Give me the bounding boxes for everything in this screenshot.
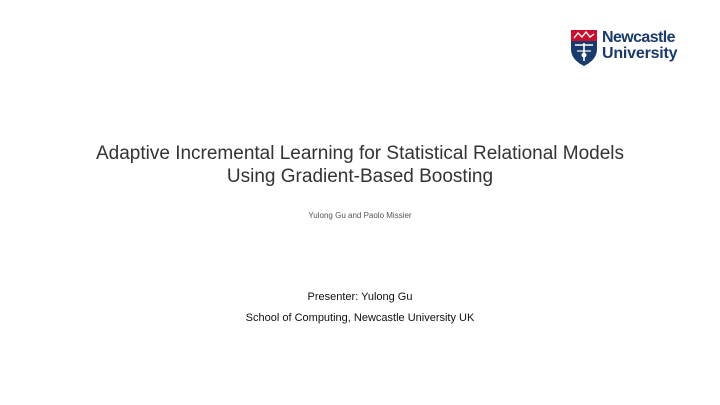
authors: Yulong Gu and Paolo Missier — [308, 211, 412, 220]
logo-line-1: Newcastle — [602, 29, 675, 46]
presenter: Presenter: Yulong Gu — [307, 291, 413, 303]
slide-title — [60, 142, 660, 188]
slide-title-line-2: Using Gradient-Based Boosting — [226, 166, 494, 187]
slide-title-line-1: Adaptive Incremental Learning for Statistical Relational Models — [95, 143, 625, 164]
logo-line-2: University — [602, 45, 678, 62]
logo-wordmark — [602, 30, 677, 62]
newcastle-university-logo — [570, 29, 685, 69]
affiliation: School of Computing, Newcastle University UK — [245, 312, 475, 324]
university-crest-icon — [570, 29, 598, 67]
